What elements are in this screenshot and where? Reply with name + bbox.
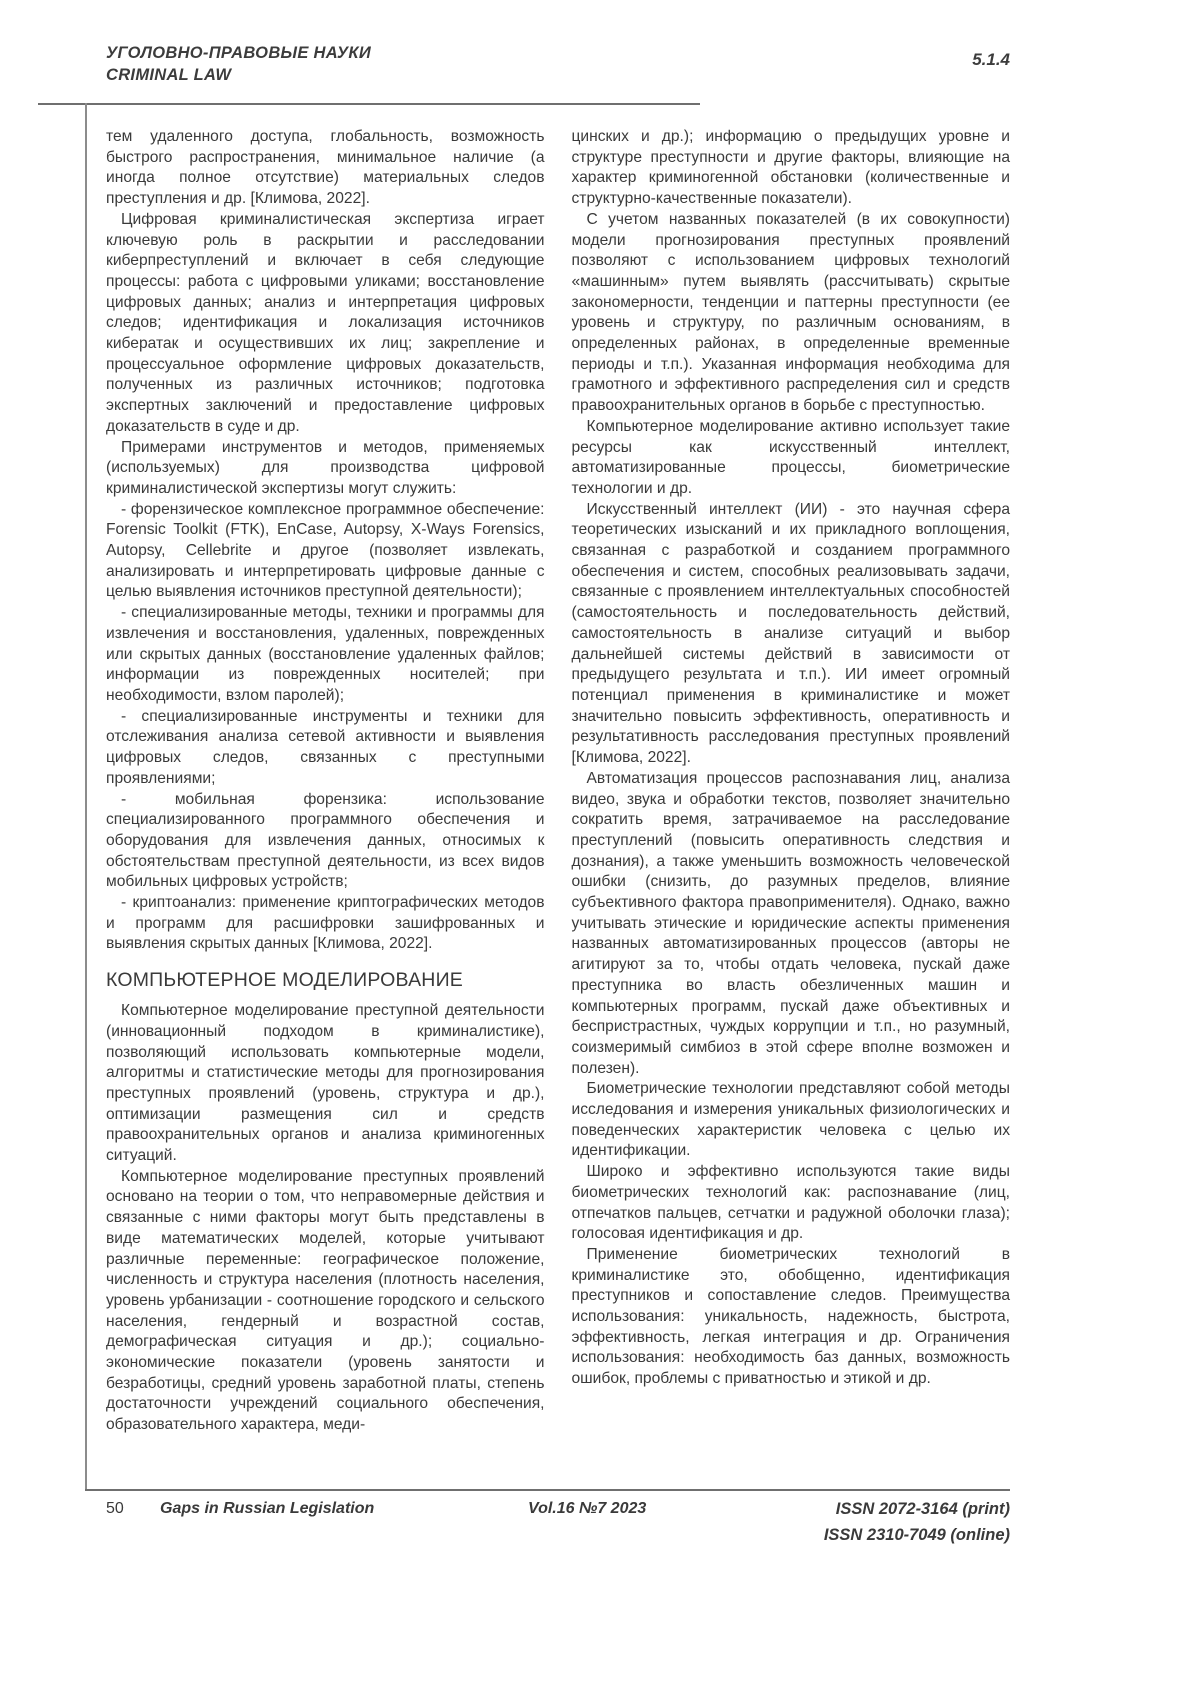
footer-divider <box>85 1489 1010 1491</box>
section-code: 5.1.4 <box>972 50 1010 69</box>
paragraph: С учетом названных показателей (в их совокупности) модели прогнозирования преступных проявлений позволяют с использованием цифровых технологий «машинным» путем выявлять (рассчитывать) скрытые закономерности, тенденции и паттерны преступности (ее уровень и структуру, по различным основаниям, в определенных районах, в определенные временные периоды и т.п.). Указанная информация необходима для грамотного и эффективного распределения сил и средств правоохранительных органов в борьбе с преступностью. <box>571 210 1010 415</box>
paragraph: Применение биометрических технологий в криминалистике это, обобщенно, идентификация преступников и сопоставление следов. Преимущества использования: уникальность, надежность, быстрота, эффективность, легкая интеграция и др. Ограничения использования: необходимость баз данных, возможность ошибок, проблемы с приватностью и этикой и др. <box>571 1245 1010 1388</box>
paragraph: цинских и др.); информацию о предыдущих уровне и структуре преступности и другие факторы, влияющие на характер криминогенной обстановки (количественные и структурно-качественные показатели). <box>571 128 1010 208</box>
paragraph: Искусственный интеллект (ИИ) - это научная сфера теоретических изысканий и их прикладного воплощения, связанная с разработкой и созданием программного обеспечения и систем, способных реализовывать задачи, связанные с проявлением интеллектуальных способностей (самостоятельность и последовательность действий, самостоятельность в анализе ситуаций и выбор дальнейшей системы действий в зависимости от предыдущего результата и т.п.). ИИ имеет огромный потенциал применения в криминалистике и может значительно повысить эффективность, оперативность и результативность расследования преступных проявлений [Климова, 2022]. <box>571 500 1010 767</box>
page-number: 50 <box>106 1500 124 1517</box>
left-margin-rule <box>85 103 87 1489</box>
paragraph: Широко и эффективно используются такие виды биометрических технологий как: распознавание (лиц, отпечатков пальцев, сетчатки и радужной оболочки глаза); голосовая идентификация и др. <box>571 1163 1010 1243</box>
list-item-paragraph: - специализированные инструменты и техники для отслеживания анализа сетевой активности и выявления цифровых следов, связанных с преступными проявлениями; <box>106 707 545 787</box>
paragraph: Компьютерное моделирование преступной деятельности (инновационный подходом в криминалистике), позволяющий использовать компьютерные модели, алгоритмы и статистические методы для прогнозирования преступных проявлений (уровень, структура и др.), оптимизации размещения сил и средств правоохранительных органов и анализа криминогенных ситуаций. <box>106 1002 545 1165</box>
page-header <box>106 42 1010 86</box>
paragraph: Примерами инструментов и методов, применяемых (используемых) для производства цифровой криминалистической экспертизы могут служить: <box>106 438 545 497</box>
paragraph: Цифровая криминалистическая экспертиза играет ключевую роль в раскрытии и расследовании киберпреступлений и включает в себя следующие процессы: работа с цифровыми уликами; восстановление цифровых данных; анализ и интерпретация цифровых следов; идентификация и локализация источников кибератак и осуществивших их лиц; закрепление и процессуальное оформление цифровых доказательств, полученных из различных источников; подготовка экспертных заключений и предоставление цифровых доказательств в суде и др. <box>106 210 545 435</box>
rubric-title-en: CRIMINAL LAW <box>106 66 232 84</box>
paragraph: тем удаленного доступа, глобальность, возможность быстрого распространения, минимальное наличие (а иногда полное отсутствие) материальных следов преступления и др. [Климова, 2022]. <box>106 128 545 208</box>
issn-block <box>824 1496 1010 1548</box>
section-heading: КОМПЬЮТЕРНОЕ МОДЕЛИРОВАНИЕ <box>106 969 463 992</box>
journal-title: Gaps in Russian Legislation <box>160 1500 375 1517</box>
list-item-paragraph: - специализированные методы, техники и программы для извлечения и восстановления, удаленных, поврежденных или скрытых данных (восстановление удаленных файлов; информации из поврежденных носителей; при необходимости, взлом паролей); <box>106 604 545 704</box>
article-body <box>106 127 1010 1436</box>
header-divider <box>38 103 700 105</box>
list-item-paragraph: - форензическое комплексное программное обеспечение: Forensic Toolkit (FTK), EnCase, Autopsy, X-Ways Forensics, Autopsy, Cellebrite и другое (позволяет извлекать, анализировать и интерпретировать цифровые данные с целью выявления источников преступной деятельности); <box>106 500 545 601</box>
rubric-title-ru: УГОЛОВНО-ПРАВОВЫЕ НАУКИ <box>106 44 372 62</box>
paragraph: Биометрические технологии представляют собой методы исследования и измерения уникальных физиологических и поведенческих характеристик человека с целью их идентификации. <box>571 1080 1010 1160</box>
issn-online: ISSN 2310-7049 (online) <box>823 1526 1010 1544</box>
list-item-paragraph: - криптоанализ: применение криптографических методов и программ для расшифровки зашифрованных и выявления скрытых данных [Климова, 2022]. <box>106 894 545 953</box>
right-column <box>572 127 1011 1436</box>
paragraph: Компьютерное моделирование преступных проявлений основано на теории о том, что неправомерные действия и связанные с ними факторы могут быть представлены в виде математических моделей, которые учитывают различные переменные: географическое положение, численность и структура населения (плотность населения, уровень урбанизации - соотношение городского и сельского населения, гендерный и возрастной состав, демографическая ситуация и др.); социально-экономические показатели (уровень занятости и безработицы, средний уровень заработной платы, степень достаточности учреждений социального обеспечения, образовательного характера, меди- <box>106 1167 545 1434</box>
list-item-paragraph: - мобильная форензика: использование специализированного программного обеспечения и оборудования для извлечения данных, относимых к обстоятельствам преступной деятельности, из всех видов мобильных цифровых устройств; <box>106 790 545 891</box>
issn-print: ISSN 2072-3164 (print) <box>835 1500 1010 1518</box>
left-column <box>106 127 545 1436</box>
paragraph: Компьютерное моделирование активно использует такие ресурсы как искусственный интеллект, автоматизированные процессы, биометрические технологии и др. <box>571 417 1010 497</box>
paragraph: Автоматизация процессов распознавания лиц, анализа видео, звука и обработки текстов, позволяет значительно сократить время, затрачиваемое на расследование преступлений (повысить оперативность следствия и дознания), а также уменьшить возможность человеческой ошибки (снизить, до разумных пределов, влияние субъективного фактора правоприменителя). Однако, важно учитывать этические и юридические аспекты применения названных автоматизированных процессов (авторы не агитируют за то, чтобы отдать человека, пускай даже преступника во власть обезличенных машин и компьютерных программ, пускай даже объективных и беспристрастных, чуждых коррупции и т.п., но разумный, соизмеримый симбиоз в этой сфере вполне возможен и полезен). <box>571 769 1010 1077</box>
issue-info: Vol.16 №7 2023 <box>528 1500 647 1517</box>
